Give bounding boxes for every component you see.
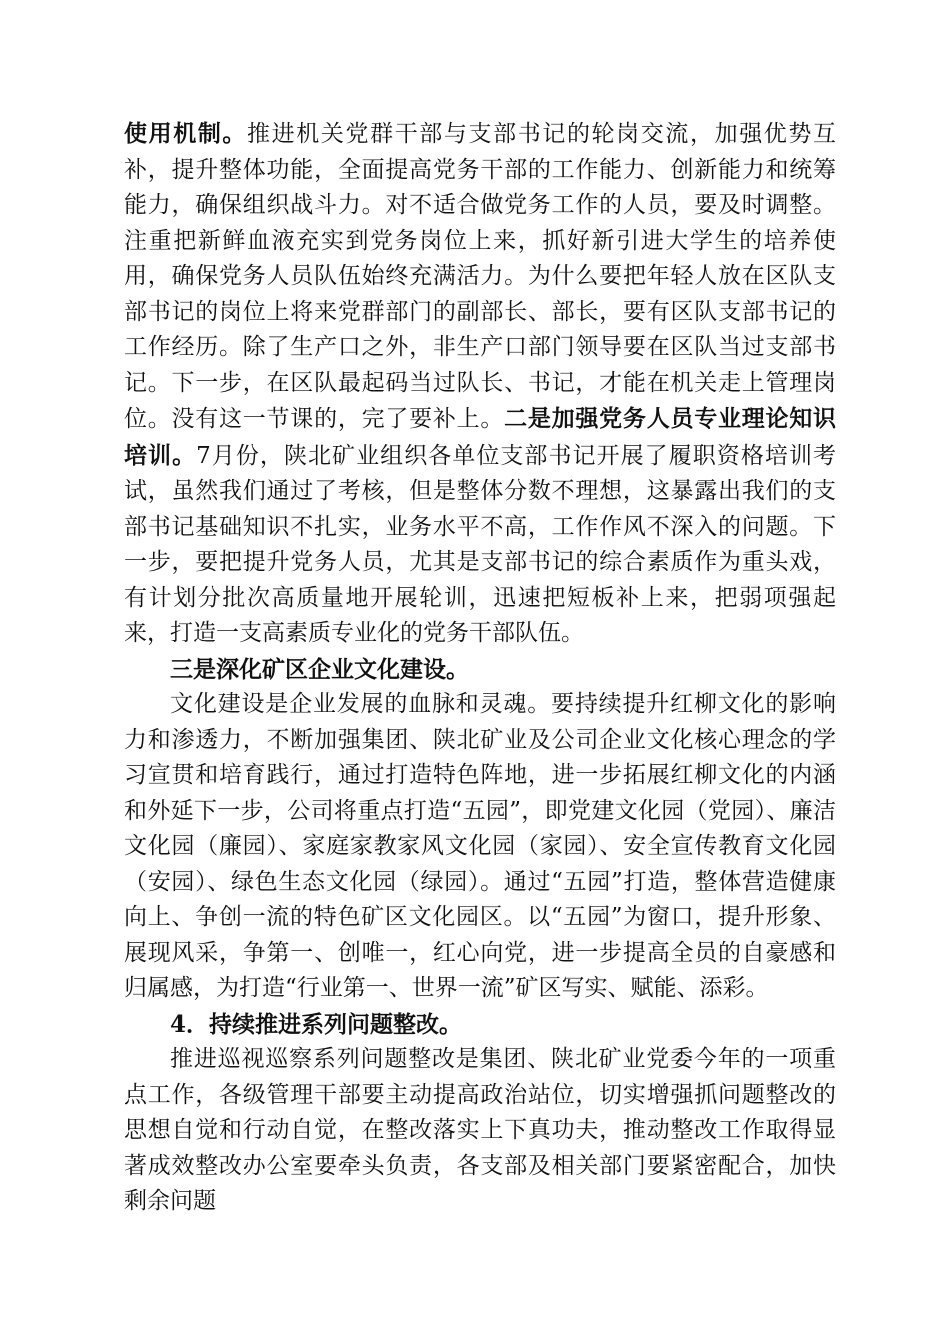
lead-bold-text: 使用机制。 (124, 120, 248, 147)
document-body (124, 116, 836, 1220)
paragraph-culture: 文化建设是企业发展的血脉和灵魂。要持续提升红柳文化的影响力和渗透力，不断加强集团、陕北矿业及公司企业文化核心理念的学习宣贯和培育践行，通过打造特色阵地，进一步拓展红柳文化的内涵和外延下一步，公司将重点打造“五园”，即党建文化园（党园）、廉洁文化园（廉园）、家庭家教家风文化园（家园）、安全宣传教育文化园（安园）、绿色生态文化园（绿园）。通过“五园”打造，整体营造健康向上、争创一流的特色矿区文化园区。以“五园”为窗口，提升形象、展现风采，争第一、创唯一，红心向党，进一步提高全员的自豪感和归属感，为打造“行业第一、世界一流”矿区写实、赋能、添彩。 (124, 691, 836, 1001)
body-text: 7月份，陕北矿业组织各单位支部书记开展了履职资格培训考试，虽然我们通过了考核，但是整体分数不理想，这暴露出我们的支部书记基础知识不扎实，业务水平不高，工作作风不深入的问题。下一步，要把提升党务人员，尤其是支部书记的综合素质作为重头戏，有计划分批次高质量地开展轮训，迅速把短板补上来，把弱项强起来，打造一支高素质专业化的党务干部队伍。 (124, 442, 836, 646)
section-heading-rectification: 4．持续推进系列问题整改。 (170, 1010, 463, 1038)
inline-heading-training: 二是加强党务人员专业理论知识培训。 (124, 405, 837, 469)
section-heading-culture: 三是深化矿区企业文化建设。 (170, 655, 469, 683)
paragraph-cadre-rotation (124, 116, 836, 652)
body-text: 推进机关党群干部与支部书记的轮岗交流，加强优势互补，提升整体功能，全面提高党务干部的工作能力、创新能力和统筹能力，确保组织战斗力。对不适合做党务工作的人员，要及时调整。注重把新鲜血液充实到党务岗位上来，抓好新引进大学生的培养使用，确保党务人员队伍始终充满活力。为什么要把年轻人放在区队支部书记的岗位上将来党群部门的副部长、部长，要有区队支部书记的工作经历。除了生产口之外，非生产口部门领导要在区队当过支部书记。下一步，在区队最起码当过队长、书记，才能在机关走上管理岗位。没有这一节课的，完了要补上。 (124, 121, 837, 432)
paragraph-rectification: 推进巡视巡察系列问题整改是集团、陕北矿业党委今年的一项重点工作，各级管理干部要主动提高政治站位，切实增强抓问题整改的思想自觉和行动自觉，在整改落实上下真功夫，推动整改工作取得显著成效整改办公室要牵头负责，各支部及相关部门要紧密配合，加快剩余问题 (124, 1046, 836, 1214)
